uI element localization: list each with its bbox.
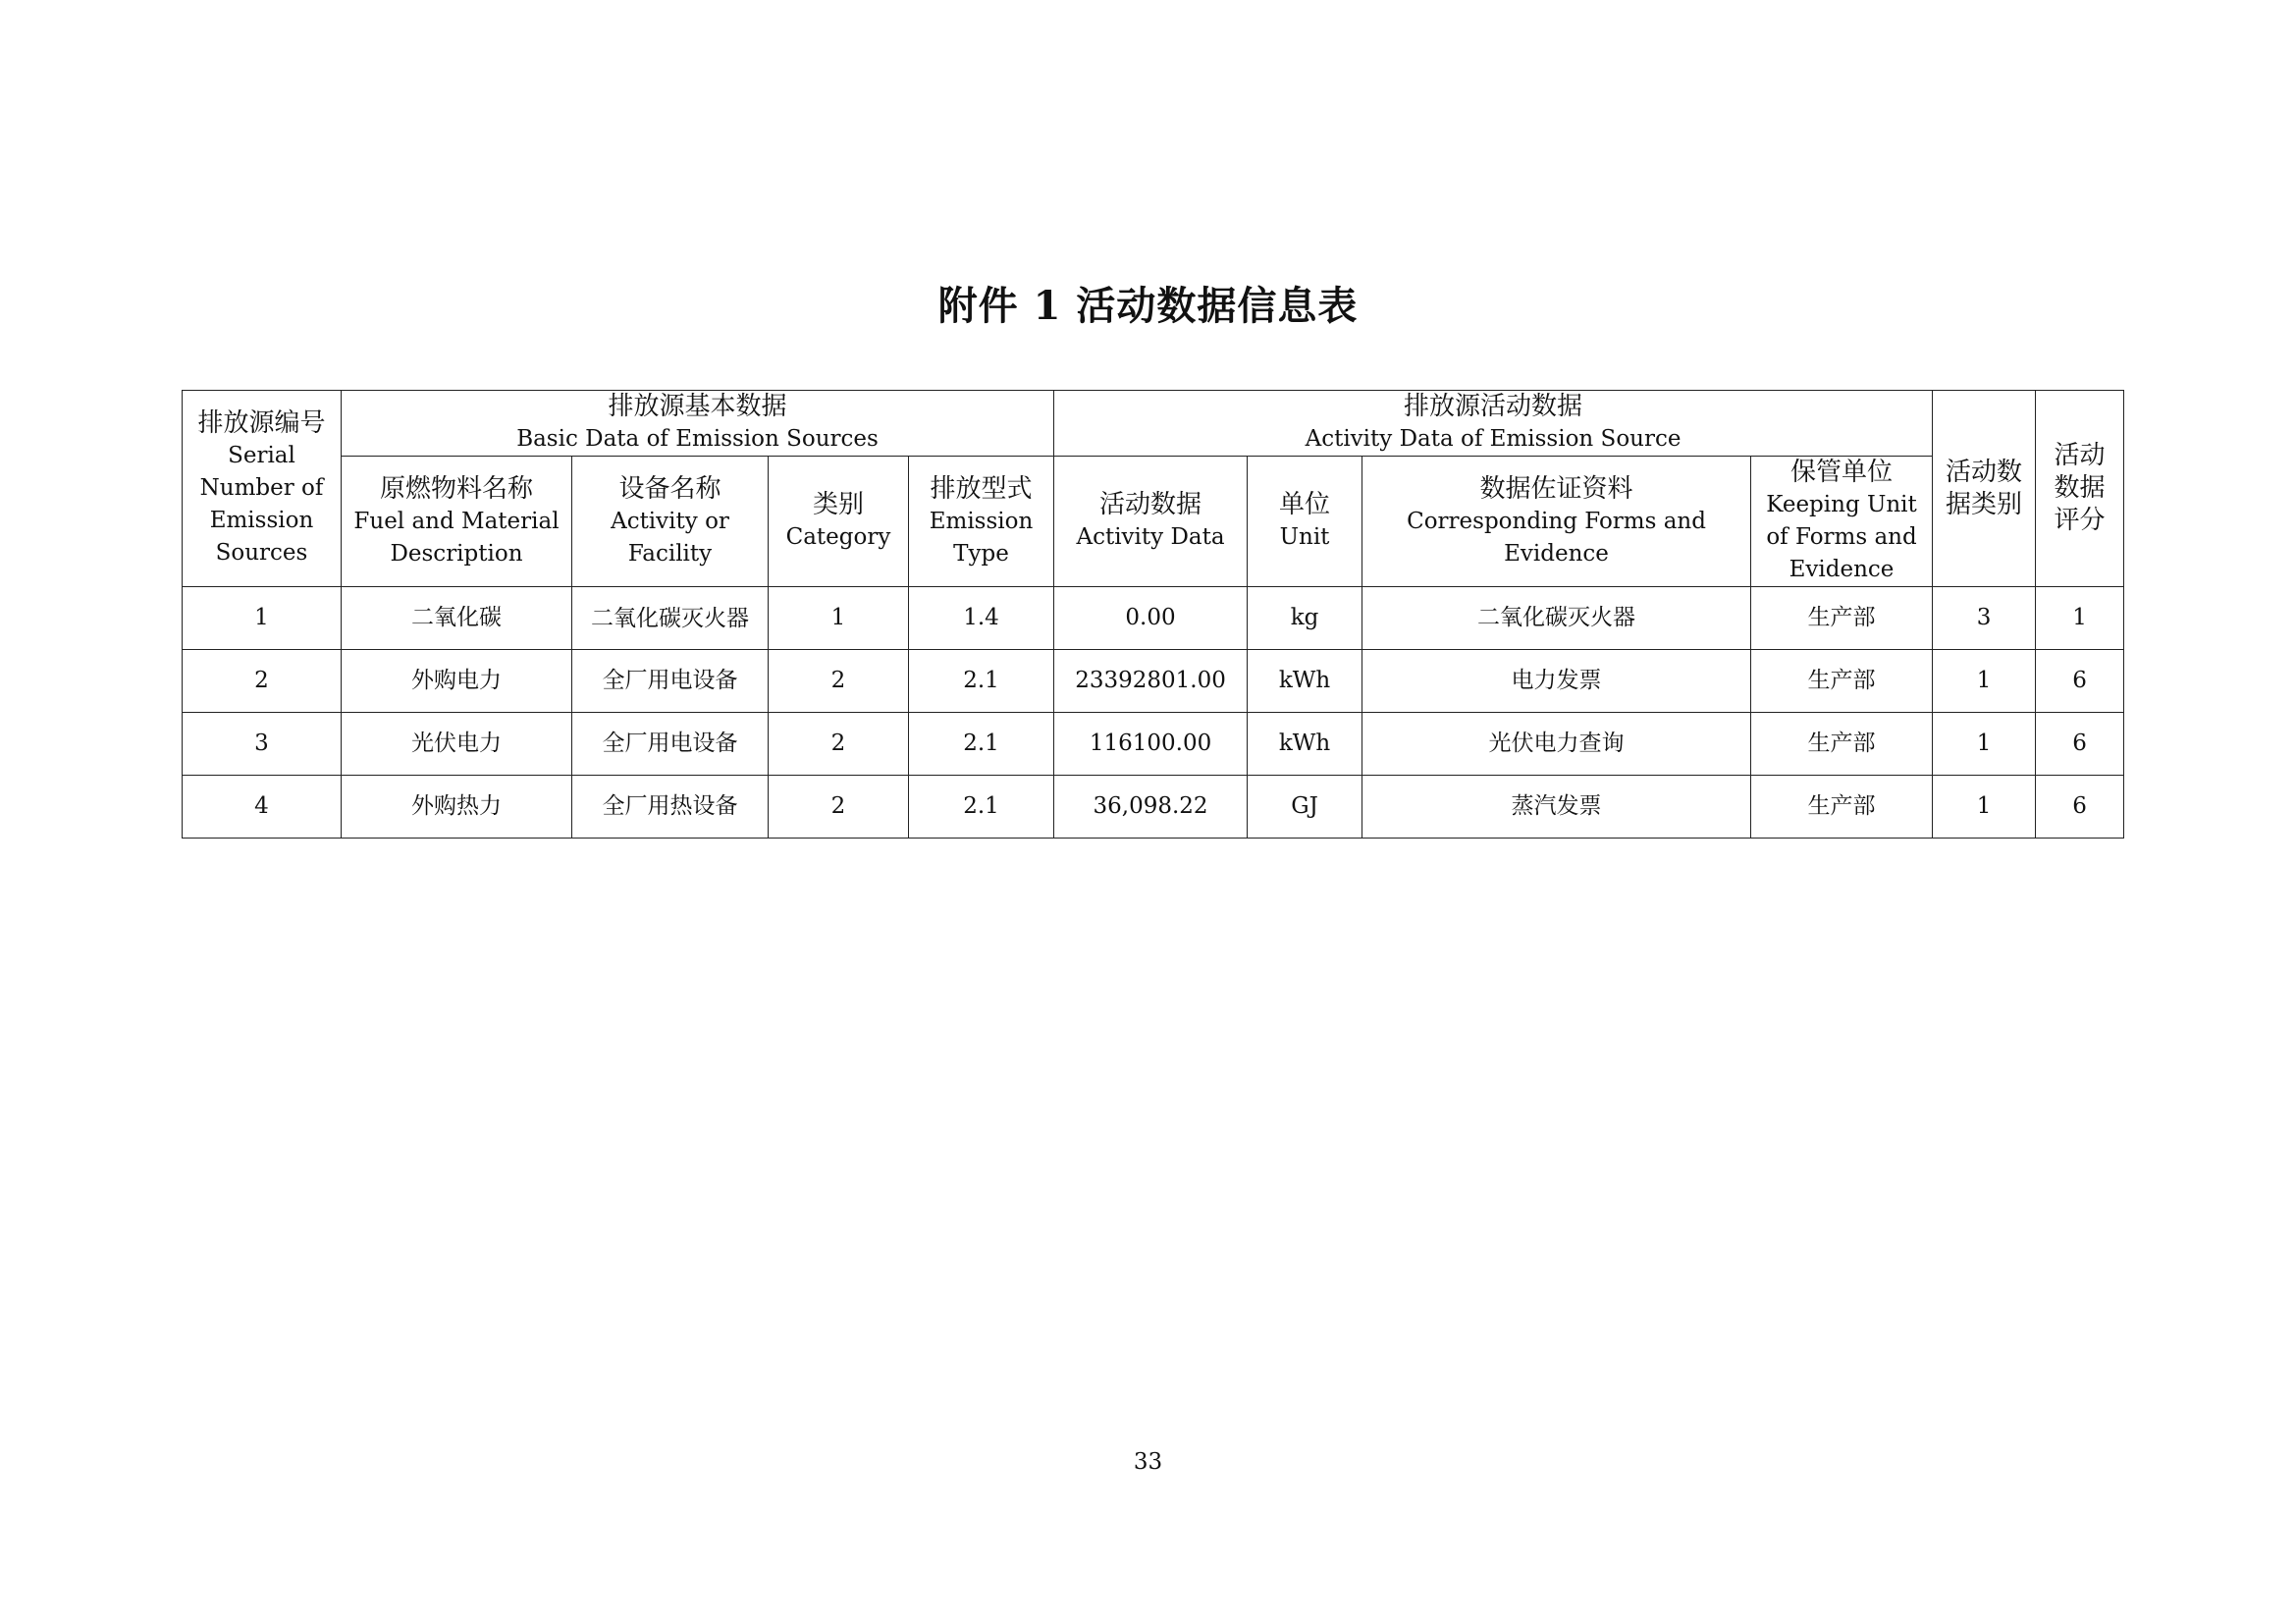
cell-category: 2	[769, 650, 909, 713]
activity-data-table	[182, 390, 2124, 839]
header-evidence-en: Corresponding Forms and Evidence	[1407, 508, 1706, 567]
header-basic-zh: 排放源基本数据	[608, 392, 787, 421]
cell-data-category: 1	[1933, 713, 2036, 776]
header-activity-zh: 排放源活动数据	[1404, 392, 1583, 421]
cell-unit: kWh	[1248, 650, 1362, 713]
header-unit-en: Unit	[1279, 524, 1330, 550]
cell-unit: kg	[1248, 587, 1362, 650]
cell-keeping-unit: 生产部	[1751, 776, 1933, 839]
table-row	[183, 776, 2124, 839]
header-data-category-line: 据类别	[1946, 489, 2023, 519]
header-keeping-unit-en-line: Evidence	[1789, 557, 1895, 582]
cell-activity-data: 23392801.00	[1054, 650, 1248, 713]
cell-data-category: 1	[1933, 650, 2036, 713]
header-keeping-unit-en-line: Keeping Unit	[1766, 492, 1917, 517]
cell-emission-type: 2.1	[909, 650, 1054, 713]
table-row	[183, 587, 2124, 650]
header-category	[769, 457, 909, 587]
header-serial-en-line: Number of	[199, 475, 324, 501]
cell-category: 2	[769, 713, 909, 776]
cell-activity-data: 116100.00	[1054, 713, 1248, 776]
table-row	[183, 713, 2124, 776]
cell-evidence: 蒸汽发票	[1362, 776, 1751, 839]
header-activity-data-en: Activity Data	[1076, 524, 1225, 550]
cell-unit: kWh	[1248, 713, 1362, 776]
table-row	[183, 650, 2124, 713]
cell-data-score: 6	[2036, 776, 2124, 839]
cell-facility: 全厂用电设备	[572, 713, 769, 776]
cell-serial: 3	[183, 713, 342, 776]
header-emission-type	[909, 457, 1054, 587]
header-serial-en-line: Emission	[209, 508, 314, 533]
cell-serial: 2	[183, 650, 342, 713]
cell-emission-type: 2.1	[909, 776, 1054, 839]
header-category-en: Category	[785, 524, 891, 550]
cell-category: 1	[769, 587, 909, 650]
header-category-zh: 类别	[812, 490, 864, 519]
cell-data-score: 6	[2036, 650, 2124, 713]
cell-serial: 1	[183, 587, 342, 650]
header-data-score-line: 数据	[2054, 473, 2106, 503]
page-number: 33	[1133, 1449, 1163, 1475]
header-keeping-unit-zh: 保管单位	[1790, 458, 1894, 487]
cell-keeping-unit: 生产部	[1751, 650, 1933, 713]
header-activity-data-group	[1054, 391, 1933, 457]
header-fuel-material	[342, 457, 572, 587]
cell-fuel: 二氧化碳	[342, 587, 572, 650]
cell-data-category: 1	[1933, 776, 2036, 839]
page-title: 附件 1 活动数据信息表	[937, 283, 1359, 329]
cell-keeping-unit: 生产部	[1751, 713, 1933, 776]
cell-evidence: 光伏电力查询	[1362, 713, 1751, 776]
cell-facility: 全厂用热设备	[572, 776, 769, 839]
cell-fuel: 外购热力	[342, 776, 572, 839]
header-evidence	[1362, 457, 1751, 587]
cell-fuel: 光伏电力	[342, 713, 572, 776]
cell-evidence: 二氧化碳灭火器	[1362, 587, 1751, 650]
header-serial-number	[183, 391, 342, 587]
cell-serial: 4	[183, 776, 342, 839]
cell-activity-data: 0.00	[1054, 587, 1248, 650]
header-activity-en: Activity Data of Emission Source	[1305, 426, 1682, 452]
header-data-score-line: 评分	[2054, 506, 2106, 535]
header-facility-en-line: Activity or	[611, 508, 729, 534]
cell-facility: 全厂用电设备	[572, 650, 769, 713]
header-serial-en-line: Sources	[215, 540, 308, 566]
header-fuel-zh: 原燃物料名称	[379, 473, 533, 504]
cell-evidence: 电力发票	[1362, 650, 1751, 713]
cell-emission-type: 2.1	[909, 713, 1054, 776]
header-unit-zh: 单位	[1279, 490, 1331, 519]
header-keeping-unit-en-line: of Forms and	[1766, 524, 1917, 550]
header-fuel-en-line: Fuel and Material	[353, 508, 560, 534]
header-keeping-unit	[1751, 457, 1933, 587]
header-fuel-en-line: Description	[390, 540, 523, 567]
header-data-category	[1933, 391, 2036, 587]
header-data-category-line: 活动数	[1946, 457, 2023, 487]
header-serial-zh: 排放源编号	[197, 408, 326, 438]
header-evidence-zh: 数据佐证资料	[1479, 473, 1633, 504]
header-emission-type-en-line: Type	[953, 540, 1009, 567]
cell-data-category: 3	[1933, 587, 2036, 650]
cell-unit: GJ	[1248, 776, 1362, 839]
header-facility-en-line: Facility	[627, 540, 713, 567]
cell-emission-type: 1.4	[909, 587, 1054, 650]
header-facility	[572, 457, 769, 587]
header-emission-type-en-line: Emission	[929, 508, 1034, 534]
header-activity-data-zh: 活动数据	[1099, 490, 1202, 519]
header-unit	[1248, 457, 1362, 587]
cell-facility: 二氧化碳灭火器	[572, 587, 769, 650]
header-basic-data-group	[342, 391, 1054, 457]
header-basic-en: Basic Data of Emission Sources	[516, 426, 879, 452]
cell-data-score: 1	[2036, 587, 2124, 650]
cell-data-score: 6	[2036, 713, 2124, 776]
cell-fuel: 外购电力	[342, 650, 572, 713]
cell-keeping-unit: 生产部	[1751, 587, 1933, 650]
header-serial-en-line: Serial	[228, 443, 295, 468]
header-emission-type-zh: 排放型式	[930, 473, 1033, 504]
cell-activity-data: 36,098.22	[1054, 776, 1248, 839]
header-data-score	[2036, 391, 2124, 587]
cell-category: 2	[769, 776, 909, 839]
header-data-score-line: 活动	[2054, 441, 2106, 470]
header-facility-zh: 设备名称	[618, 473, 721, 504]
header-activity-data	[1054, 457, 1248, 587]
